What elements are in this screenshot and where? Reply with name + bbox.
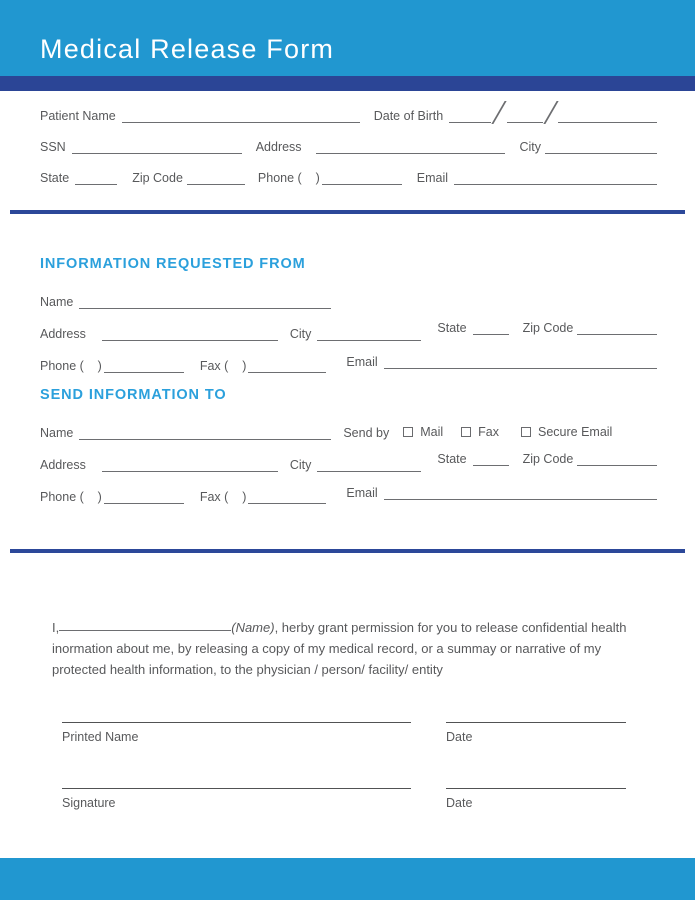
signature-column <box>62 788 411 810</box>
printed-name-column <box>62 722 411 744</box>
consent-paragraph <box>52 618 644 680</box>
requested-address-label: Address <box>40 326 86 341</box>
sendto-email-group <box>346 487 657 501</box>
patient-row-1 <box>40 103 657 123</box>
sendto-zip-field[interactable] <box>577 454 657 466</box>
sendto-zip-label: Zip Code <box>522 451 574 466</box>
signature-date-column <box>446 788 626 810</box>
patient-city-field[interactable] <box>545 142 657 154</box>
sendto-address-label: Address <box>40 457 86 472</box>
send-by-label: Send by <box>343 425 390 440</box>
sendto-city-field[interactable] <box>317 460 421 472</box>
consent-body-text: , herby grant permission for you to release confidential health inormation about me, by releasing a copy of my medical record, or a summay or narrative of my protected health information, to the physician / person/ facility/ entity <box>52 620 627 677</box>
fax-checkbox[interactable] <box>461 427 471 437</box>
sendto-email-label: Email <box>346 485 378 500</box>
sendto-phone-field[interactable] <box>104 492 184 504</box>
sendto-address-row <box>40 452 657 472</box>
requested-email-field[interactable] <box>384 357 657 369</box>
sendto-state-field[interactable] <box>473 454 509 466</box>
ssn-field[interactable] <box>72 142 242 154</box>
send-information-title: SEND INFORMATION TO <box>40 387 227 403</box>
sendto-state-label: State <box>437 451 467 466</box>
section-divider <box>10 210 685 214</box>
ssn-label: SSN <box>40 139 66 154</box>
patient-phone-label: Phone ( ) <box>257 170 320 185</box>
patient-state-field[interactable] <box>75 173 117 185</box>
sendto-name-row <box>40 420 657 440</box>
consent-name-field[interactable] <box>59 621 231 631</box>
patient-row-2 <box>40 134 657 154</box>
requested-name-field[interactable] <box>79 297 331 309</box>
signature-block <box>62 722 626 810</box>
mail-checkbox[interactable] <box>403 427 413 437</box>
printed-date-column <box>446 722 626 744</box>
patient-address-label: Address <box>255 139 302 154</box>
requested-address-row <box>40 321 657 341</box>
patient-city-label: City <box>519 139 541 154</box>
sendto-email-field[interactable] <box>384 488 657 500</box>
requested-state-label: State <box>437 320 467 335</box>
signature-date-label: Date <box>446 796 473 810</box>
footer-banner <box>0 858 695 900</box>
patient-email-label: Email <box>416 170 449 185</box>
patient-phone-field[interactable] <box>322 173 402 185</box>
header-accent-bar <box>0 76 695 91</box>
requested-address-field[interactable] <box>102 329 278 341</box>
printed-name-line[interactable] <box>62 722 411 723</box>
fax-checkbox-label: Fax <box>478 424 499 439</box>
patient-state-label: State <box>40 170 70 185</box>
secure-email-checkbox[interactable] <box>521 427 531 437</box>
requested-phone-label: Phone ( ) <box>40 358 102 373</box>
dob-slash-icon <box>492 101 507 124</box>
dob-month-field[interactable] <box>449 111 491 123</box>
consent-name-placeholder: (Name) <box>231 620 275 635</box>
information-requested-title: INFORMATION REQUESTED FROM <box>40 256 306 272</box>
requested-city-field[interactable] <box>317 329 421 341</box>
signature-date-line[interactable] <box>446 788 626 789</box>
sendto-fax-field[interactable] <box>248 492 326 504</box>
sendto-state-zip-group <box>437 453 657 467</box>
sendto-fax-label: Fax ( ) <box>199 489 247 504</box>
header-banner <box>0 0 695 76</box>
signature-line[interactable] <box>62 788 411 789</box>
secure-email-checkbox-label: Secure Email <box>537 424 613 439</box>
requested-zip-field[interactable] <box>577 323 657 335</box>
patient-row-3 <box>40 165 657 185</box>
printed-date-label: Date <box>446 730 473 744</box>
requested-fax-label: Fax ( ) <box>199 358 247 373</box>
requested-state-field[interactable] <box>473 323 509 335</box>
sendto-name-label: Name <box>40 425 74 440</box>
sendto-phone-row <box>40 484 657 504</box>
requested-phone-row <box>40 353 657 373</box>
requested-email-group <box>346 356 657 370</box>
requested-zip-label: Zip Code <box>522 320 574 335</box>
patient-zip-label: Zip Code <box>132 170 183 185</box>
section-divider <box>10 549 685 553</box>
page-title: Medical Release Form <box>40 34 335 64</box>
requested-fax-field[interactable] <box>248 361 326 373</box>
requested-name-row <box>40 289 657 309</box>
sendto-name-field[interactable] <box>79 428 331 440</box>
printed-name-row <box>62 722 626 744</box>
sendto-phone-label: Phone ( ) <box>40 489 102 504</box>
sendto-address-field[interactable] <box>102 460 278 472</box>
patient-name-label: Patient Name <box>40 108 116 123</box>
patient-zip-field[interactable] <box>187 173 245 185</box>
signature-label: Signature <box>62 796 116 810</box>
information-requested-section <box>40 256 657 373</box>
patient-name-field[interactable] <box>122 111 360 123</box>
sendto-city-label: City <box>289 457 312 472</box>
patient-email-field[interactable] <box>454 173 657 185</box>
requested-name-label: Name <box>40 294 74 309</box>
signature-row <box>62 788 626 810</box>
dob-slash-icon <box>543 101 558 124</box>
patient-address-field[interactable] <box>316 142 506 154</box>
consent-prefix: I, <box>52 620 60 635</box>
dob-label: Date of Birth <box>373 108 444 123</box>
printed-name-label: Printed Name <box>62 730 139 744</box>
mail-checkbox-label: Mail <box>420 424 444 439</box>
printed-date-line[interactable] <box>446 722 626 723</box>
dob-day-field[interactable] <box>507 111 543 123</box>
requested-city-label: City <box>289 326 312 341</box>
requested-phone-field[interactable] <box>104 361 184 373</box>
dob-year-field[interactable] <box>558 111 657 123</box>
send-information-section <box>40 387 657 504</box>
requested-state-zip-group <box>437 322 657 336</box>
patient-info-section <box>40 103 657 185</box>
requested-email-label: Email <box>346 354 378 369</box>
